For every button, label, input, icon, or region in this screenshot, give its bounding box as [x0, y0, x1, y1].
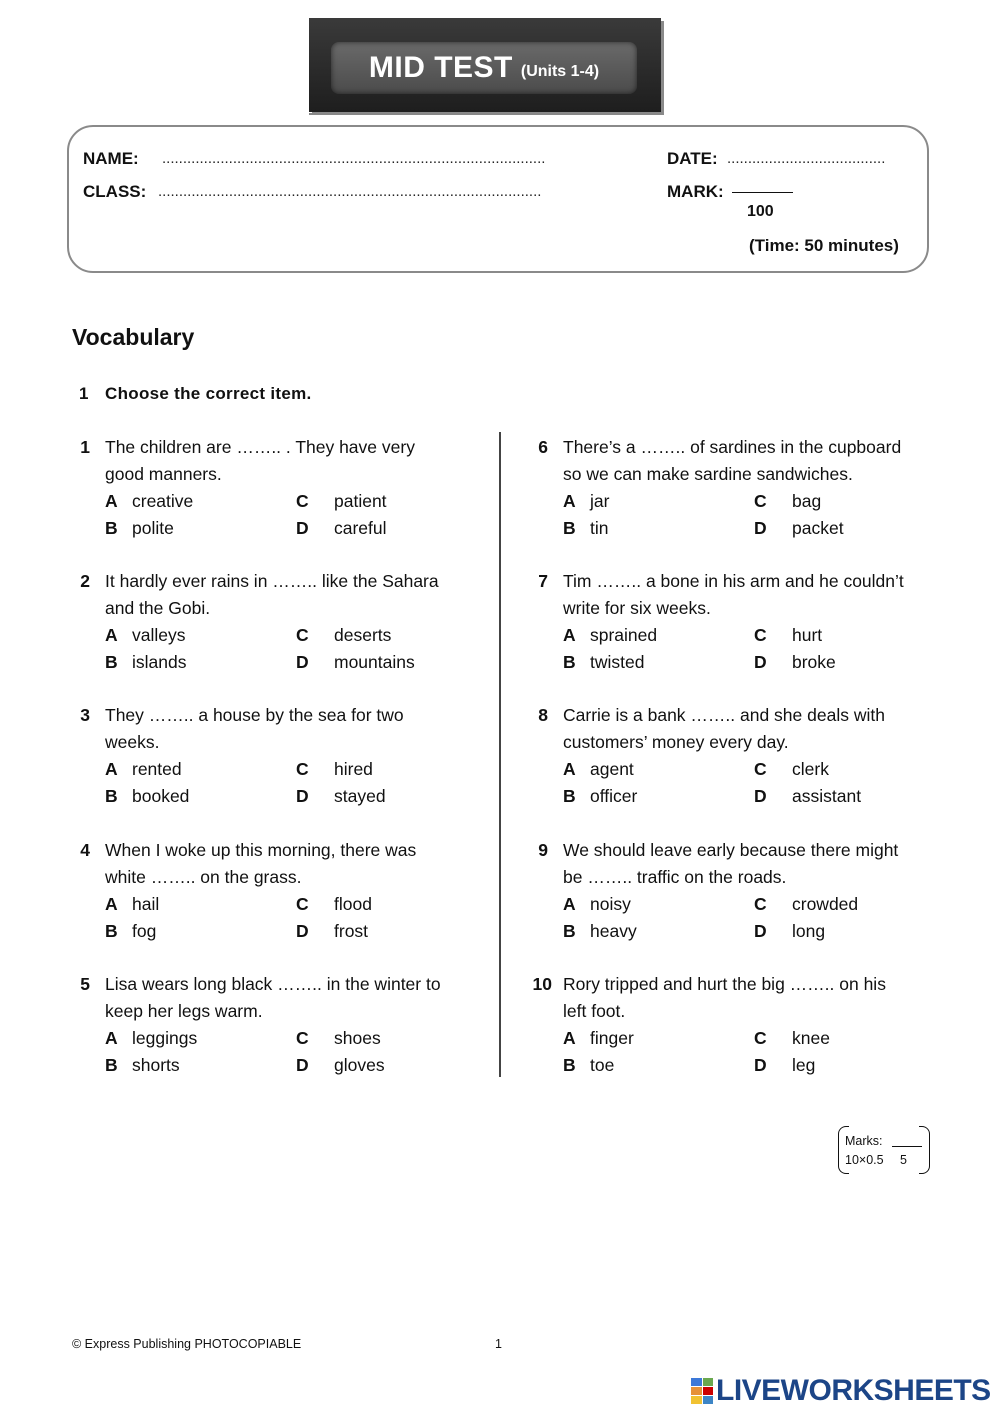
option-letter-d[interactable]: D — [754, 1054, 767, 1075]
name-field[interactable]: ............................................................................................ — [162, 150, 546, 167]
question-text-line2: be …….. traffic on the roads. — [563, 866, 787, 887]
option-letter-b[interactable]: B — [105, 652, 118, 673]
option-d[interactable]: gloves — [334, 1054, 385, 1075]
option-b[interactable]: officer — [590, 786, 638, 807]
option-b[interactable]: tin — [590, 518, 609, 538]
question-4 — [80, 837, 500, 967]
option-letter-c[interactable]: C — [296, 1027, 309, 1048]
option-letter-c[interactable]: C — [754, 625, 767, 646]
title-plate — [331, 42, 637, 94]
option-a[interactable]: rented — [132, 759, 182, 780]
question-number: 6 — [538, 437, 548, 457]
option-letter-a[interactable]: A — [105, 1027, 118, 1048]
question-text-line2: write for six weeks. — [563, 598, 711, 619]
marks-blank[interactable] — [892, 1146, 922, 1147]
option-c[interactable]: crowded — [792, 893, 859, 914]
option-c[interactable]: hired — [334, 759, 373, 780]
option-b[interactable]: booked — [132, 786, 190, 807]
marks-label: Marks: — [845, 1134, 883, 1148]
option-d[interactable]: mountains — [334, 652, 415, 673]
option-b[interactable]: heavy — [590, 920, 637, 941]
liveworksheets-wordmark: LIVEWORKSHEETS — [716, 1374, 991, 1407]
option-letter-a[interactable]: A — [563, 1027, 576, 1048]
exercise-instruction: Choose the correct item. — [105, 384, 312, 403]
banner-underline — [309, 113, 661, 115]
question-number: 10 — [532, 973, 552, 994]
question-text-line2: customers’ money every day. — [563, 732, 789, 753]
option-letter-a[interactable]: A — [105, 893, 118, 914]
option-b[interactable]: islands — [132, 652, 187, 673]
question-number: 3 — [80, 705, 90, 726]
option-d[interactable]: long — [792, 920, 826, 941]
option-c[interactable]: bag — [792, 491, 822, 511]
option-letter-a[interactable]: A — [563, 759, 576, 780]
option-a[interactable]: jar — [590, 491, 610, 511]
option-c[interactable]: deserts — [334, 625, 392, 646]
option-a[interactable]: finger — [590, 1027, 634, 1048]
question-text-line1: We should leave early because there might — [563, 839, 899, 860]
question-text-line2: good manners. — [105, 464, 222, 484]
option-letter-a[interactable]: A — [563, 625, 576, 646]
question-number: 7 — [538, 571, 548, 592]
name-label: NAME: — [83, 149, 139, 168]
option-letter-b[interactable]: B — [563, 652, 576, 673]
option-b[interactable]: fog — [132, 920, 157, 941]
question-text-line2: and the Gobi. — [105, 598, 211, 619]
option-letter-c[interactable]: C — [754, 1027, 767, 1048]
option-letter-b[interactable]: B — [105, 518, 118, 538]
option-d[interactable]: packet — [792, 518, 844, 538]
question-9 — [538, 837, 958, 967]
option-a[interactable]: agent — [590, 759, 634, 780]
time-limit: (Time: 50 minutes) — [749, 236, 899, 255]
option-letter-d[interactable]: D — [754, 518, 767, 538]
option-a[interactable]: sprained — [590, 625, 658, 646]
option-letter-c[interactable]: C — [754, 491, 767, 511]
question-text-line2: left foot. — [563, 1000, 626, 1021]
option-letter-c[interactable]: C — [296, 625, 309, 646]
option-c[interactable]: flood — [334, 893, 372, 914]
question-text-line1: Tim …….. a bone in his arm and he couldn’t — [563, 571, 904, 592]
question-text-line1: The children are …….. . They have very — [105, 437, 415, 457]
test-subtitle: (Units 1-4) — [520, 63, 600, 80]
question-text-line1: Carrie is a bank …….. and she deals with — [563, 705, 885, 726]
option-letter-b[interactable]: B — [105, 920, 118, 941]
question-number: 4 — [80, 839, 90, 860]
question-number: 5 — [80, 973, 90, 994]
option-letter-d[interactable]: D — [754, 786, 767, 807]
question-text-line1: Lisa wears long black …….. in the winter to — [105, 973, 441, 994]
option-letter-d[interactable]: D — [296, 786, 309, 807]
title-banner — [309, 18, 661, 112]
option-letter-b[interactable]: B — [563, 786, 576, 807]
option-d[interactable]: assistant — [792, 786, 862, 807]
option-b[interactable]: toe — [590, 1054, 615, 1075]
option-letter-d[interactable]: D — [296, 652, 309, 673]
option-d[interactable]: frost — [334, 920, 369, 941]
option-letter-c[interactable]: C — [754, 759, 767, 780]
question-7 — [538, 568, 958, 698]
option-a[interactable]: creative — [132, 491, 194, 511]
option-letter-d[interactable]: D — [296, 920, 309, 941]
mark-fraction-line — [732, 192, 793, 193]
option-letter-d[interactable]: D — [754, 652, 767, 673]
footer-copyright: © Express Publishing PHOTOCOPIABLE — [72, 1337, 302, 1351]
option-letter-a[interactable]: A — [105, 491, 118, 511]
option-d[interactable]: broke — [792, 652, 836, 673]
test-title: MID TEST — [368, 51, 513, 84]
option-letter-a[interactable]: A — [105, 625, 118, 646]
question-number: 2 — [80, 571, 90, 592]
date-label: DATE: — [667, 149, 718, 168]
option-a[interactable]: hail — [132, 893, 160, 914]
option-b[interactable]: polite — [132, 518, 174, 538]
question-text-line2: weeks. — [105, 732, 160, 753]
option-a[interactable]: noisy — [590, 893, 631, 914]
option-a[interactable]: leggings — [132, 1027, 198, 1048]
question-5 — [80, 971, 500, 1101]
option-c[interactable]: knee — [792, 1027, 830, 1048]
date-field[interactable]: ...................................... — [727, 150, 886, 167]
mark-label: MARK: — [667, 182, 724, 201]
page-number: 1 — [495, 1337, 502, 1351]
question-10 — [532, 971, 958, 1101]
option-letter-b[interactable]: B — [105, 786, 118, 807]
option-letter-c[interactable]: C — [754, 893, 767, 914]
option-letter-d[interactable]: D — [296, 1054, 309, 1075]
question-text-line1: When I woke up this morning, there was — [105, 839, 417, 860]
option-letter-a[interactable]: A — [563, 893, 576, 914]
question-6 — [538, 434, 958, 564]
marks-box — [838, 1126, 930, 1174]
option-letter-a[interactable]: A — [563, 491, 576, 511]
marks-formula: 10×0.5 — [845, 1153, 884, 1167]
question-text-line2: keep her legs warm. — [105, 1000, 263, 1021]
marks-total: 5 — [900, 1153, 907, 1167]
question-number: 9 — [538, 839, 548, 860]
option-a[interactable]: valleys — [132, 625, 186, 646]
option-d[interactable]: careful — [334, 518, 387, 538]
question-8 — [538, 702, 958, 832]
section-title: Vocabulary — [72, 324, 195, 350]
option-c[interactable]: patient — [334, 491, 387, 511]
option-letter-c[interactable]: C — [296, 491, 309, 511]
class-label: CLASS: — [83, 182, 147, 201]
option-d[interactable]: stayed — [334, 786, 386, 807]
question-text-line1: It hardly ever rains in …….. like the Sahara — [105, 571, 439, 592]
question-1 — [80, 434, 500, 564]
option-letter-d[interactable]: D — [754, 920, 767, 941]
question-text-line1: Rory tripped and hurt the big …….. on his — [563, 973, 886, 994]
option-c[interactable]: clerk — [792, 759, 829, 780]
class-field[interactable]: ............................................................................................ — [158, 183, 542, 200]
question-3 — [80, 702, 500, 832]
question-text-line2: white …….. on the grass. — [105, 866, 302, 887]
option-letter-b[interactable]: B — [563, 518, 576, 538]
option-letter-b[interactable]: B — [563, 920, 576, 941]
option-letter-d[interactable]: D — [296, 518, 309, 538]
option-letter-c[interactable]: C — [296, 893, 309, 914]
liveworksheets-icon — [691, 1378, 713, 1404]
option-letter-b[interactable]: B — [105, 1054, 118, 1075]
marks-bracket-right — [919, 1126, 930, 1174]
option-letter-c[interactable]: C — [296, 759, 309, 780]
option-b[interactable]: twisted — [590, 652, 645, 673]
option-letter-b[interactable]: B — [563, 1054, 576, 1075]
option-letter-a[interactable]: A — [105, 759, 118, 780]
mark-total: 100 — [747, 203, 774, 220]
question-text-line2: so we can make sardine sandwiches. — [563, 464, 853, 484]
option-b[interactable]: shorts — [132, 1054, 180, 1075]
question-2 — [80, 568, 500, 698]
option-d[interactable]: leg — [792, 1054, 816, 1075]
question-number: 8 — [538, 705, 548, 726]
question-text-line1: They …….. a house by the sea for two — [105, 705, 404, 726]
exercise-number: 1 — [79, 384, 89, 403]
liveworksheets-logo[interactable] — [691, 1374, 991, 1408]
option-c[interactable]: shoes — [334, 1027, 381, 1048]
question-text-line1: There’s a …….. of sardines in the cupboard — [563, 437, 902, 457]
question-number: 1 — [80, 437, 90, 457]
option-c[interactable]: hurt — [792, 625, 823, 646]
